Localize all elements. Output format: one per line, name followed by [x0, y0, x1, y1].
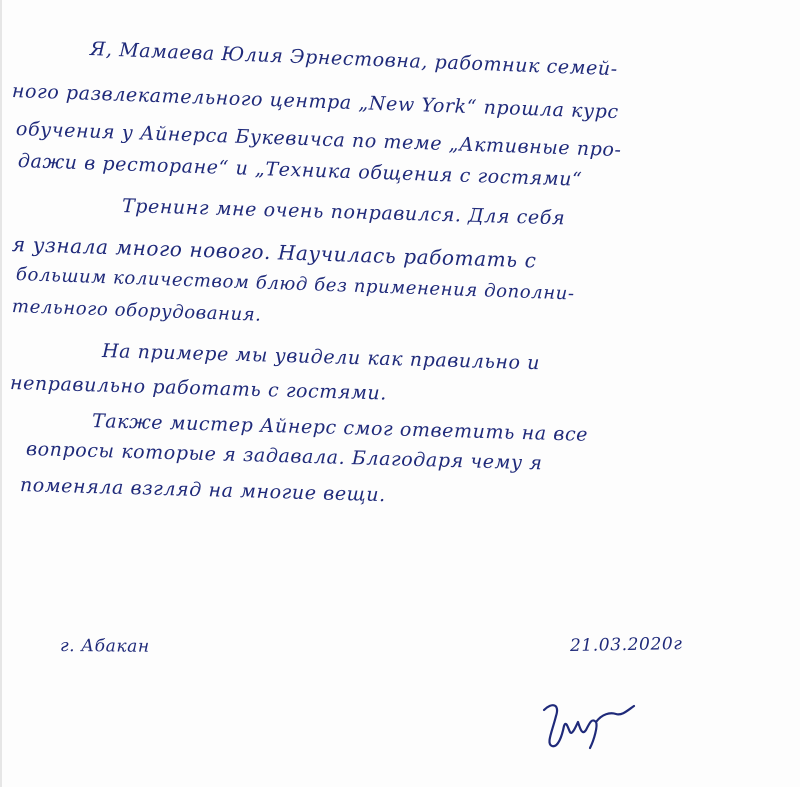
- letter-date: 21.03.2020г: [569, 634, 683, 656]
- letter-line: вопросы которые я задавала. Благодаря чему я: [25, 438, 543, 475]
- letter-line: ного развлекательного центра „New York“ прошла курс: [11, 80, 620, 124]
- letter-line: дажи в ресторане“ и „Техника общения с гостями“: [17, 150, 583, 191]
- letter-city: г. Абакан: [59, 636, 150, 657]
- letter-line: поменяла взгляд на многие вещи.: [19, 474, 387, 507]
- letter-line: тельного оборудования.: [11, 296, 262, 326]
- letter-line: Тренинг мне очень понравился. Для себя: [121, 195, 566, 230]
- letter-line: Я, Мамаева Юлия Эрнестовна, работник семей-: [89, 38, 619, 81]
- letter-line: Также мистер Айнерс смог ответить на все: [91, 410, 589, 446]
- letter-line: большим количеством блюд без применения дополни-: [15, 264, 575, 305]
- letter-line: неправильно работать с гостями.: [9, 372, 388, 405]
- letter-line: На примере мы увидели как правильно и: [101, 340, 541, 375]
- letter-line: я узнала много нового. Научилась работать с: [11, 232, 537, 273]
- letter-line: обучения у Айнерса Букевичса по теме „Активные про-: [15, 118, 622, 162]
- handwritten-signature: [538, 692, 638, 752]
